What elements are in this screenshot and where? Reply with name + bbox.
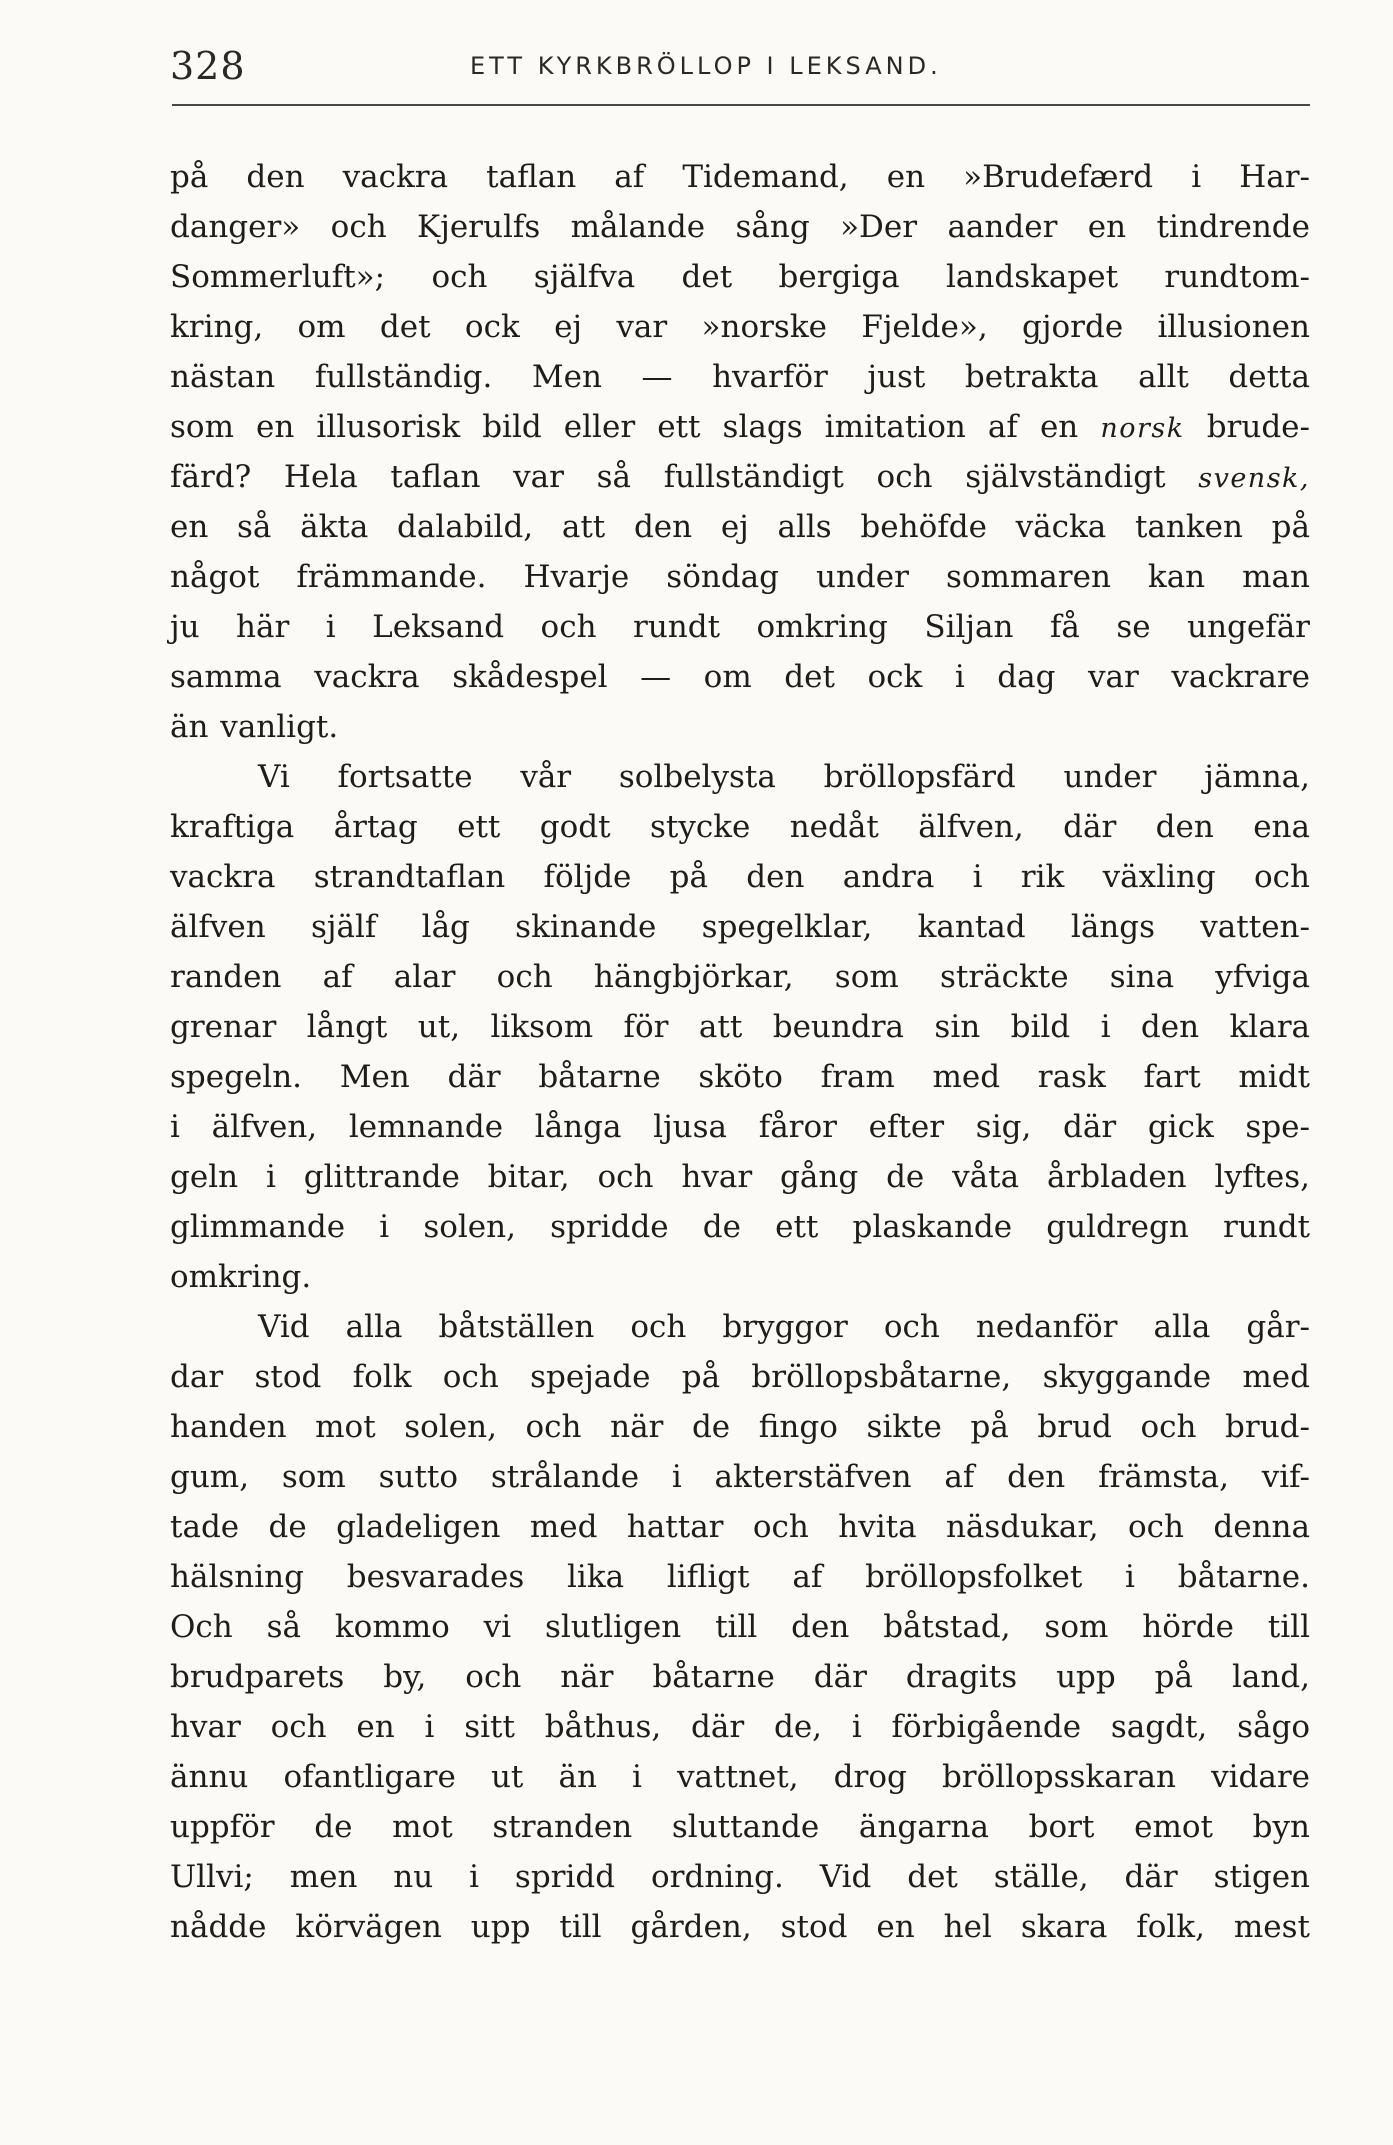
paragraph: [170, 1302, 1310, 1952]
text-line: gum, som sutto strålande i akterstäfven af den främsta, vif-: [170, 1459, 1310, 1495]
text-line: grenar långt ut, liksom för att beundra sin bild i den klara: [170, 1009, 1310, 1045]
text-line: [170, 402, 1310, 452]
body-text: [170, 152, 1310, 1952]
running-head: ETT KYRKBRÖLLOP I LEKSAND.: [470, 52, 942, 80]
paragraph: [170, 752, 1310, 1302]
italic-word: norsk: [1100, 413, 1185, 444]
text-line: brudparets by, och när båtarne där dragits upp på land,: [170, 1659, 1310, 1695]
text-line: ännu ofantligare ut än i vattnet, drog bröllopsskaran vidare: [170, 1759, 1310, 1795]
paragraph: [170, 152, 1310, 752]
text-line: nästan fullständig. Men — hvarför just betrakta allt detta: [170, 359, 1310, 395]
text-line: randen af alar och hängbjörkar, som sträckte sina yfviga: [170, 959, 1310, 995]
text-line: Och så kommo vi slutligen till den båtstad, som hörde till: [170, 1609, 1310, 1645]
text-line: omkring.: [170, 1259, 312, 1295]
text-line: vackra strandtaflan följde på den andra i rik växling och: [170, 859, 1310, 895]
text-line: i älfven, lemnande långa ljusa fåror efter sig, där gick spe-: [170, 1109, 1310, 1145]
text-line: geln i glittrande bitar, och hvar gång de våta årbladen lyftes,: [170, 1159, 1310, 1195]
text-line: uppför de mot stranden sluttande ängarna bort emot byn: [170, 1809, 1310, 1845]
page-number: 328: [170, 44, 246, 88]
text-line: än vanligt.: [170, 709, 339, 745]
text-line: dar stod folk och spejade på bröllopsbåtarne, skyggande med: [170, 1359, 1310, 1395]
text-line: Vid alla båtställen och bryggor och nedanför alla går-: [258, 1309, 1310, 1345]
page-header: [170, 44, 1310, 96]
text-line: handen mot solen, och när de fingo sikte på brud och brud-: [170, 1409, 1310, 1445]
text-line: hvar och en i sitt båthus, där de, i förbigående sagdt, sågo: [170, 1709, 1310, 1745]
text-line: hälsning besvarades lika lifligt af bröllopsfolket i båtarne.: [170, 1559, 1310, 1595]
text-line: nådde körvägen upp till gården, stod en hel skara folk, mest: [170, 1909, 1310, 1945]
text-segment: som en illusorisk bild eller ett slags imitation af en: [170, 409, 1101, 445]
text-line: danger» och Kjerulfs målande sång »Der aander en tindrende: [170, 209, 1310, 245]
text-line: kraftiga årtag ett godt stycke nedåt älfven, där den ena: [170, 809, 1310, 845]
header-rule: [172, 104, 1310, 106]
text-line: Ullvi; men nu i spridd ordning. Vid det ställe, där stigen: [170, 1859, 1310, 1895]
text-line: [170, 452, 1310, 502]
italic-word: svensk,: [1198, 463, 1310, 494]
text-line: älfven själf låg skinande spegelklar, kantad längs vatten-: [170, 909, 1310, 945]
text-segment: brude-: [1184, 409, 1310, 445]
text-line: kring, om det ock ej var »norske Fjelde», gjorde illusionen: [170, 309, 1310, 345]
text-line: Vi fortsatte vår solbelysta bröllopsfärd under jämna,: [258, 759, 1310, 795]
text-line: tade de gladeligen med hattar och hvita näsdukar, och denna: [170, 1509, 1310, 1545]
text-line: på den vackra taflan af Tidemand, en »Brudefærd i Har-: [170, 159, 1310, 195]
text-line: en så äkta dalabild, att den ej alls behöfde väcka tanken på: [170, 509, 1310, 545]
text-segment: färd? Hela taflan var så fullständigt och självständigt: [170, 459, 1199, 495]
text-line: något främmande. Hvarje söndag under sommaren kan man: [170, 559, 1310, 595]
text-line: spegeln. Men där båtarne sköto fram med rask fart midt: [170, 1059, 1310, 1095]
text-line: glimmande i solen, spridde de ett plaskande guldregn rundt: [170, 1209, 1310, 1245]
text-line: samma vackra skådespel — om det ock i dag var vackrare: [170, 659, 1310, 695]
text-line: Sommerluft»; och själfva det bergiga landskapet rundtom-: [170, 259, 1310, 295]
text-line: ju här i Leksand och rundt omkring Siljan få se ungefär: [170, 609, 1310, 645]
